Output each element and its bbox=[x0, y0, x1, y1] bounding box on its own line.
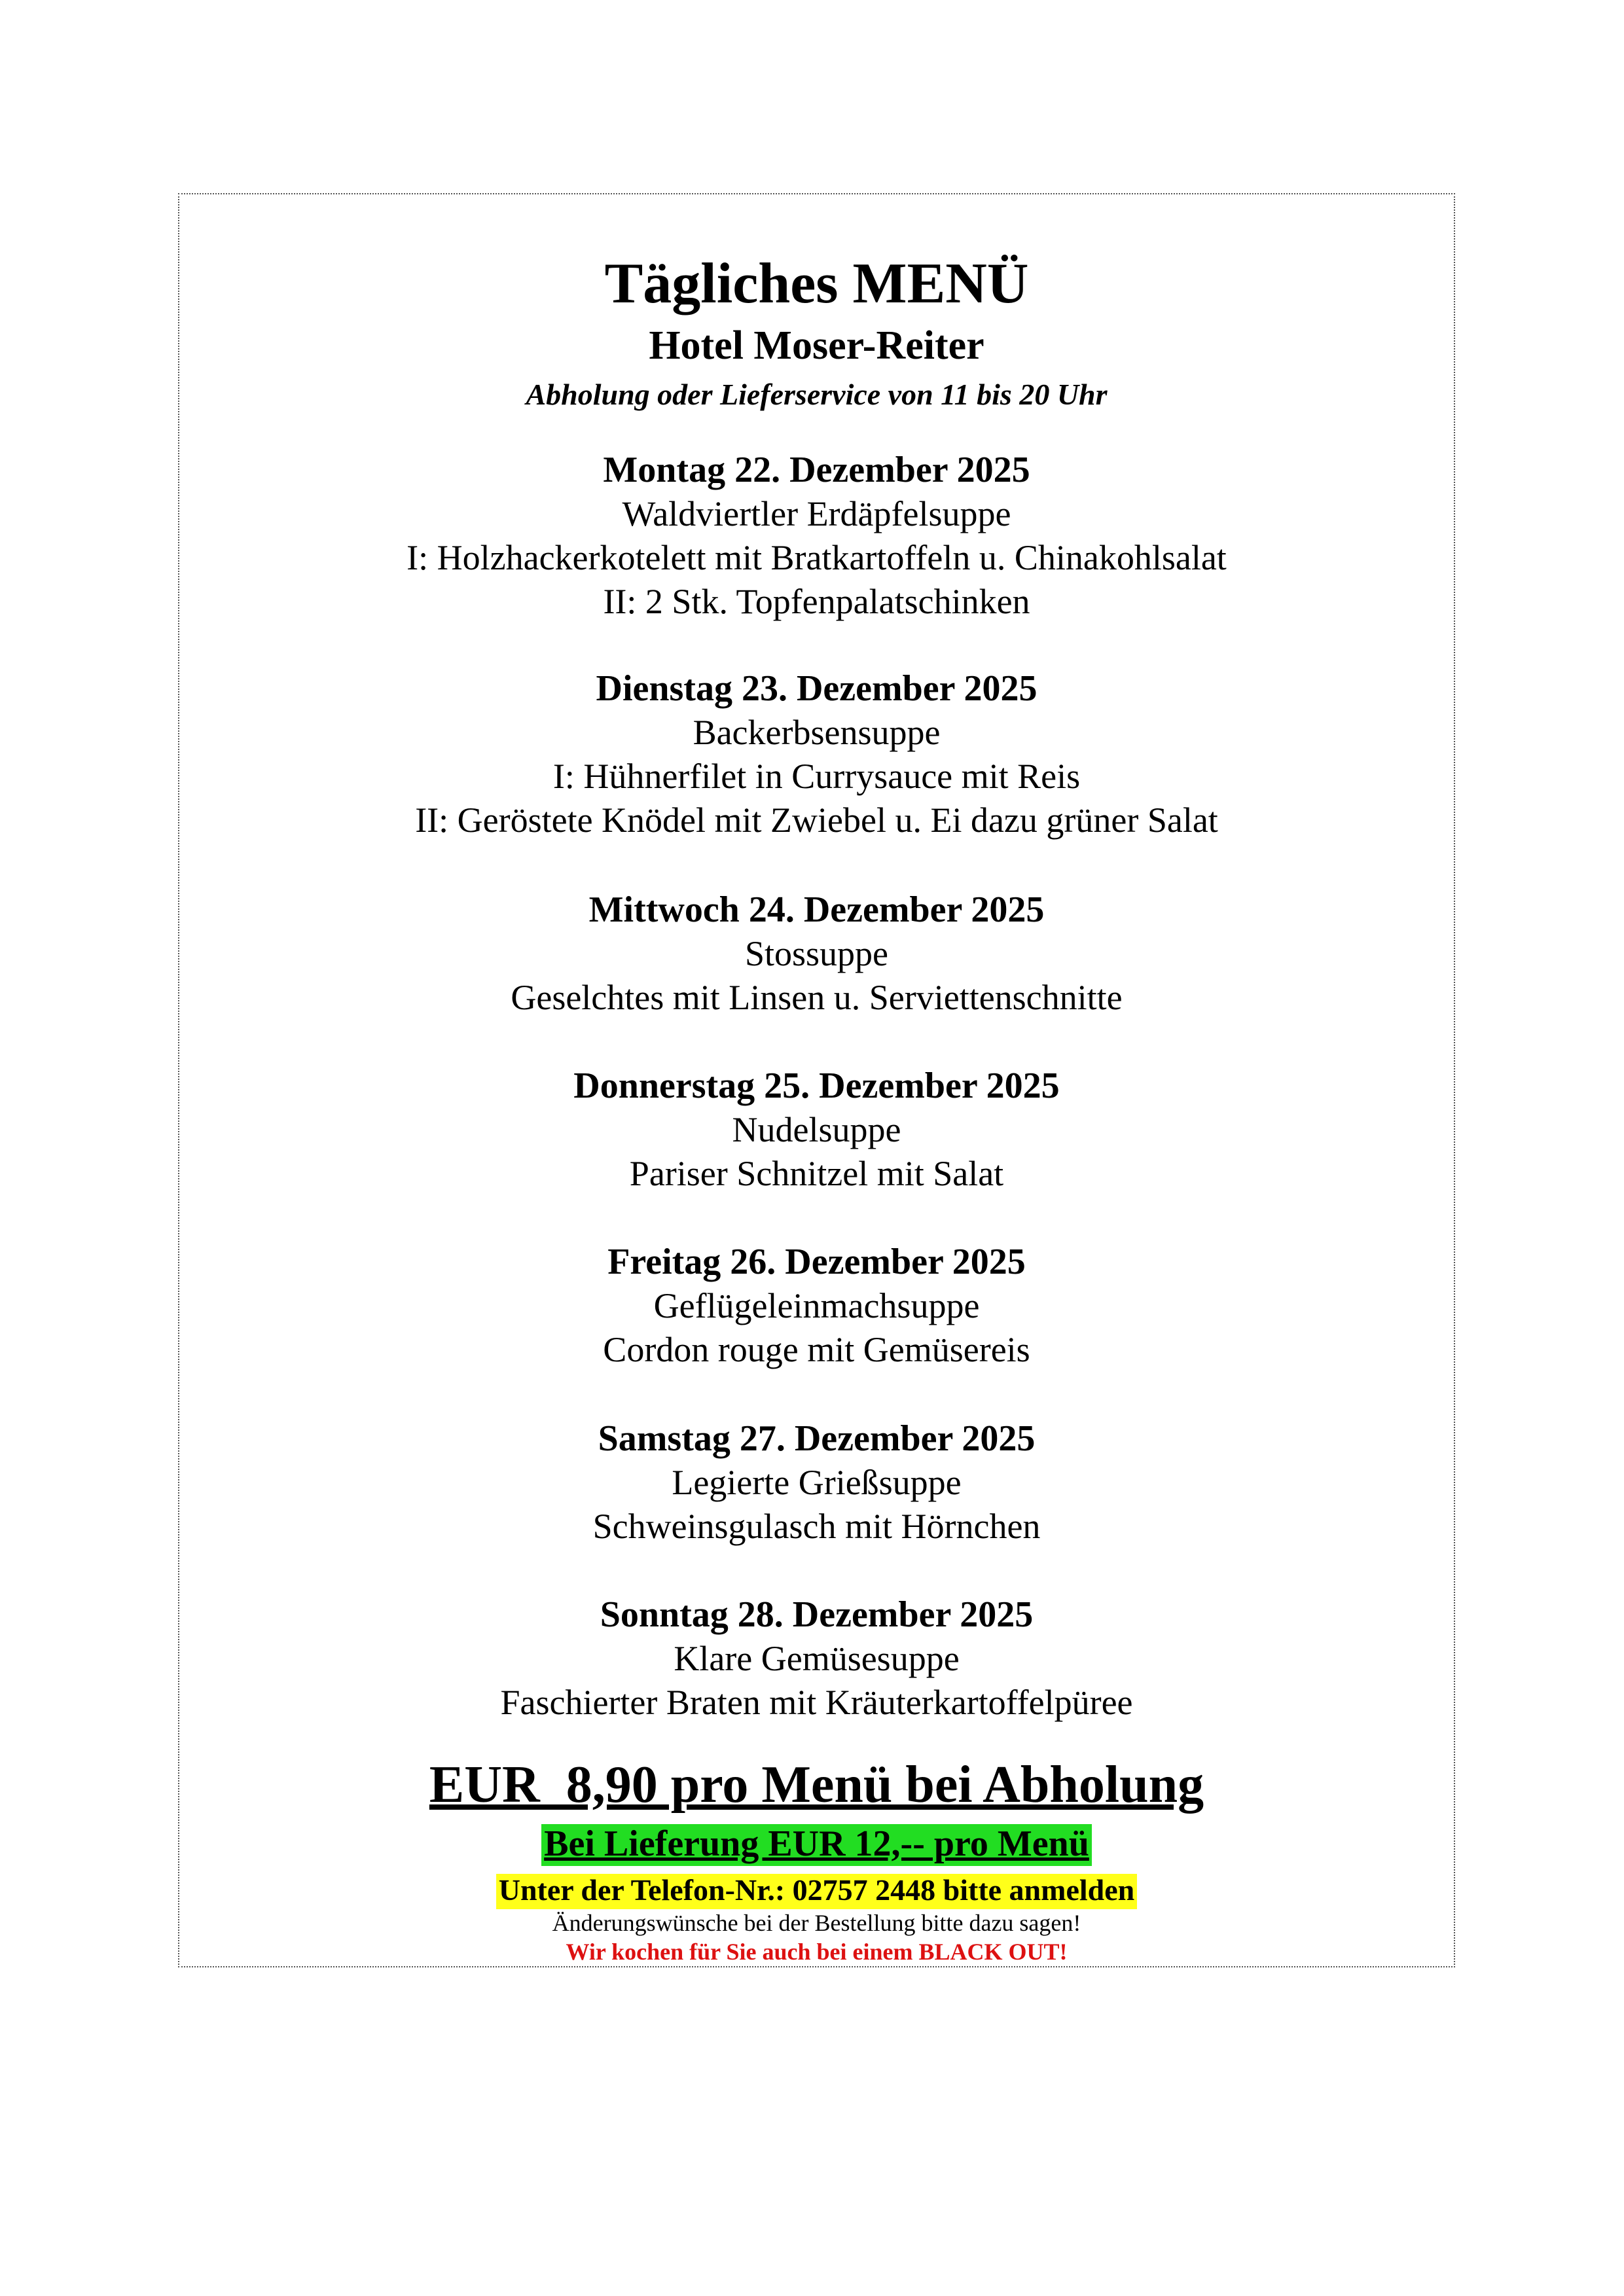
soup: Nudelsuppe bbox=[732, 1110, 901, 1149]
day-block-thursday bbox=[179, 1064, 1454, 1196]
day-block-monday bbox=[179, 448, 1454, 624]
phone-row bbox=[179, 1874, 1454, 1909]
soup: Klare Gemüsesuppe bbox=[674, 1639, 960, 1678]
day-block-friday bbox=[179, 1240, 1454, 1372]
soup: Stossuppe bbox=[744, 934, 889, 973]
hotel-name: Hotel Moser-Reiter bbox=[649, 323, 984, 368]
menu-title: Tägliches MENÜ bbox=[604, 252, 1029, 315]
day-heading: Samstag 27. Dezember 2025 bbox=[598, 1418, 1036, 1459]
main-dish-1: Geselchtes mit Linsen u. Serviettenschnitte bbox=[511, 978, 1123, 1017]
day-block-saturday bbox=[179, 1417, 1454, 1549]
day-block-tuesday bbox=[179, 667, 1454, 842]
price-delivery-row bbox=[179, 1824, 1454, 1866]
main-dish-2: II: 2 Stk. Topfenpalatschinken bbox=[603, 582, 1030, 621]
day-heading: Donnerstag 25. Dezember 2025 bbox=[573, 1066, 1060, 1106]
main-dish-1: Faschierter Braten mit Kräuterkartoffelpüree bbox=[500, 1683, 1133, 1722]
day-block-wednesday bbox=[179, 888, 1454, 1020]
day-heading: Freitag 26. Dezember 2025 bbox=[607, 1242, 1026, 1282]
price-pickup: EUR 8,90 pro Menü bei Abholung bbox=[429, 1756, 1204, 1814]
main-dish-1: Cordon rouge mit Gemüsereis bbox=[603, 1330, 1030, 1369]
phone-number-note: Unter der Telefon-Nr.: 02757 2448 bitte anmelden bbox=[496, 1874, 1138, 1909]
soup: Geflügeleinmachsuppe bbox=[653, 1286, 980, 1325]
price-delivery: Bei Lieferung EUR 12,-- pro Menü bbox=[541, 1824, 1092, 1866]
blackout-note: Wir kochen für Sie auch bei einem BLACK OUT! bbox=[566, 1939, 1068, 1965]
day-heading: Sonntag 28. Dezember 2025 bbox=[600, 1594, 1034, 1635]
soup: Legierte Grießsuppe bbox=[672, 1463, 962, 1502]
soup: Backerbsensuppe bbox=[693, 713, 941, 752]
main-dish-1: Pariser Schnitzel mit Salat bbox=[629, 1154, 1004, 1193]
day-heading: Mittwoch 24. Dezember 2025 bbox=[588, 889, 1045, 930]
day-heading: Montag 22. Dezember 2025 bbox=[603, 450, 1030, 490]
main-dish-2: II: Geröstete Knödel mit Zwiebel u. Ei dazu grüner Salat bbox=[415, 800, 1218, 840]
changes-note: Änderungswünsche bei der Bestellung bitte dazu sagen! bbox=[552, 1910, 1081, 1936]
menu-frame bbox=[178, 193, 1455, 1967]
day-block-sunday bbox=[179, 1593, 1454, 1725]
soup: Waldviertler Erdäpfelsuppe bbox=[622, 494, 1011, 533]
main-dish-1: I: Holzhackerkotelett mit Bratkartoffeln u. Chinakohlsalat bbox=[406, 538, 1227, 577]
service-hours: Abholung oder Lieferservice von 11 bis 20 Uhr bbox=[526, 378, 1108, 411]
main-dish-1: Schweinsgulasch mit Hörnchen bbox=[592, 1507, 1041, 1546]
day-heading: Dienstag 23. Dezember 2025 bbox=[596, 668, 1038, 709]
main-dish-1: I: Hühnerfilet in Currysauce mit Reis bbox=[552, 757, 1081, 796]
